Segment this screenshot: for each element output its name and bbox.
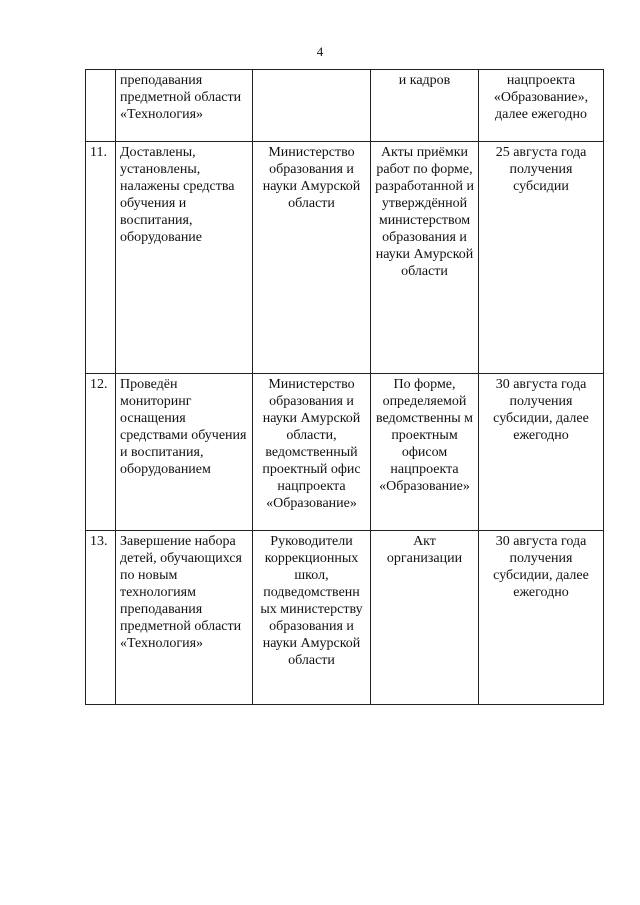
deadline-cell: 30 августа года получения субсидии, далее ежегодно (479, 531, 604, 705)
event-cell: Завершение набора детей, обучающихся по новым технологиям преподавания предметной области «Технология» (116, 531, 253, 705)
document-cell: По форме, определяемой ведомственны м проектным офисом нацпроекта «Образование» (371, 374, 479, 531)
responsible-cell: Руководители коррекционных школ, подведомственн ых министерству образования и науки Амурской области (253, 531, 371, 705)
event-cell: Доставлены, установлены, налажены средства обучения и воспитания, оборудование (116, 142, 253, 374)
plan-table (85, 69, 604, 705)
document-cell: Акт организации (371, 531, 479, 705)
responsible-cell (253, 70, 371, 142)
event-cell: Проведён мониторинг оснащения средствами обучения и воспитания, оборудованием (116, 374, 253, 531)
deadline-cell: 30 августа года получения субсидии, далее ежегодно (479, 374, 604, 531)
event-cell: преподавания предметной области «Технология» (116, 70, 253, 142)
table-row (86, 70, 604, 142)
table-row (86, 374, 604, 531)
row-number: 11. (86, 142, 116, 374)
table-row (86, 531, 604, 705)
table-row (86, 142, 604, 374)
deadline-cell: нацпроекта «Образование», далее ежегодно (479, 70, 604, 142)
deadline-cell: 25 августа года получения субсидии (479, 142, 604, 374)
responsible-cell: Министерство образования и науки Амурской области, ведомственный проектный офис нацпроекта «Образование» (253, 374, 371, 531)
document-cell: и кадров (371, 70, 479, 142)
row-number: 13. (86, 531, 116, 705)
responsible-cell: Министерство образования и науки Амурской области (253, 142, 371, 374)
document-cell: Акты приёмки работ по форме, разработанной и утверждённой министерством образования и науки Амурской области (371, 142, 479, 374)
page-number: 4 (316, 44, 324, 59)
row-number: 12. (86, 374, 116, 531)
row-number (86, 70, 116, 142)
